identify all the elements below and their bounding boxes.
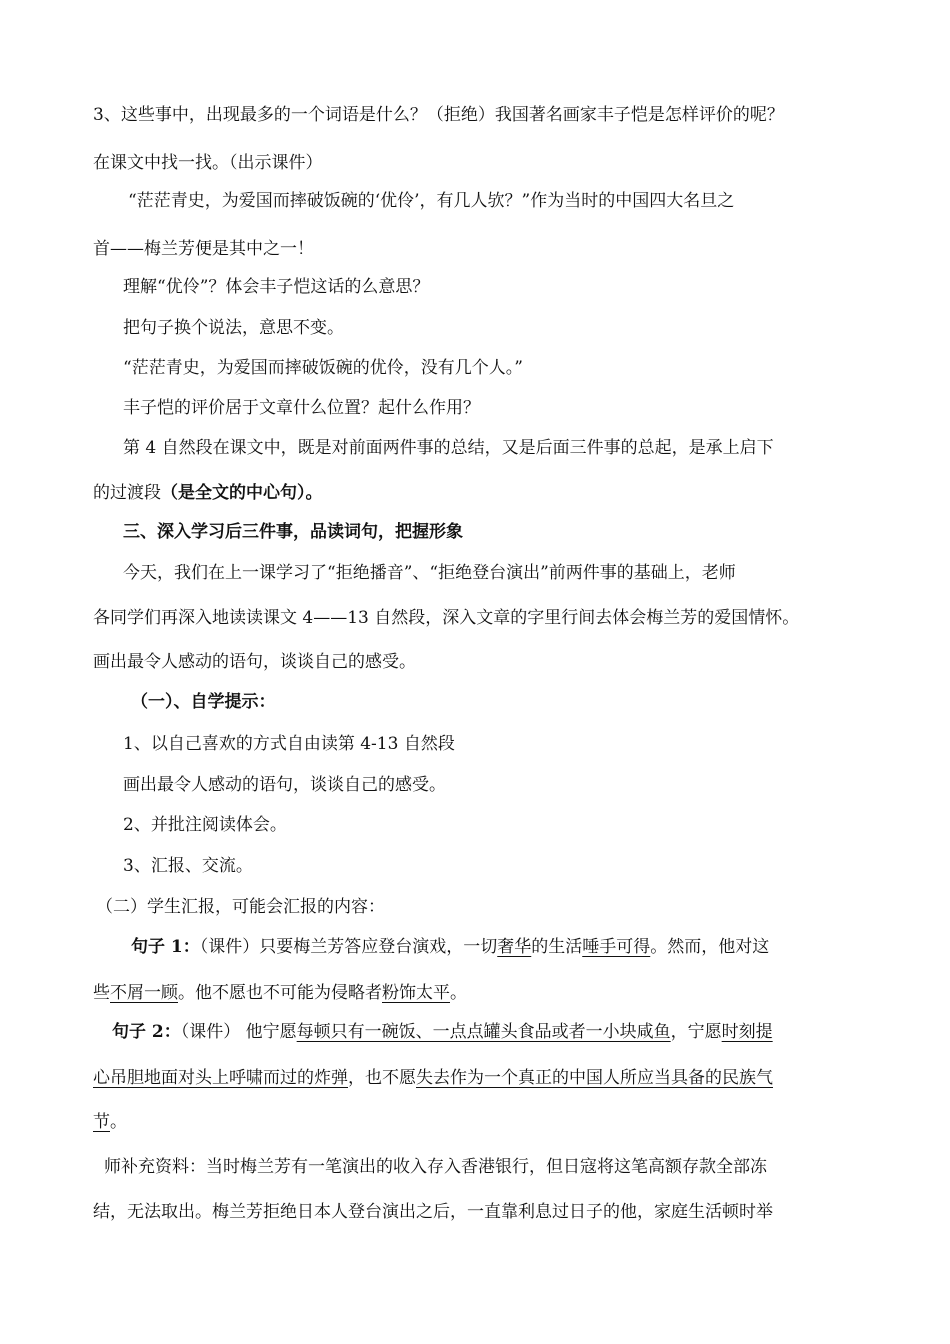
underlined-phrase: 不屑一顾 — [110, 983, 178, 1003]
paragraph-understand: 理解“优伶”？体会丰子恺这话的么意思？ — [123, 277, 430, 297]
paragraph-question-3-line-1: 3、这些事中，出现最多的一个词语是什么？（拒绝）我国著名画家丰子恺是怎样评价的呢？ — [93, 105, 784, 125]
subheading-student-report: （二）学生汇报，可能会汇报的内容： — [96, 897, 385, 917]
paragraph-evaluation-question: 丰子恺的评价居于文章什么位置？起什么作用？ — [123, 398, 480, 418]
list-item-1: 1、以自己喜欢的方式自由读第 4-13 自然段 — [123, 734, 455, 754]
teacher-supplement-line-1: 师补充资料：当时梅兰芳有一笔演出的收入存入香港银行，但日寇将这笔高额存款全部冻 — [104, 1157, 767, 1177]
sentence-2-line-2 — [93, 1068, 773, 1088]
sentence-2-text: ，宁愿 — [670, 1022, 722, 1042]
list-item-1-detail: 画出最令人感动的语句，谈谈自己的感受。 — [123, 775, 446, 795]
section-heading-3: 三、深入学习后三件事，品读词句，把握形象 — [123, 522, 463, 542]
teacher-supplement-line-2: 结，无法取出。梅兰芳拒绝日本人登台演出之后，一直靠利息过日子的他，家庭生活顿时举 — [93, 1202, 773, 1222]
sentence-2-text: 。 — [110, 1112, 127, 1132]
paragraph-today-line-1: 今天，我们在上一课学习了“拒绝播音”、“拒绝登台演出”前两件事的基础上，老师 — [123, 563, 736, 583]
paragraph-rephrase: 把句子换个说法，意思不变。 — [123, 318, 344, 338]
sentence-2-label: 句子 2： — [112, 1022, 181, 1042]
underlined-phrase: 时刻提 — [721, 1022, 773, 1042]
sentence-1-text: 。他不愿也不可能为侵略者 — [178, 983, 382, 1003]
paragraph-transition-line-2 — [93, 483, 323, 503]
sentence-2-line-3 — [93, 1112, 127, 1132]
paragraph-question-3-line-2: 在课文中找一找。（出示课件） — [93, 153, 323, 173]
underlined-phrase: 唾手可得 — [582, 937, 651, 957]
underlined-phrase: 每顿只有一碗饭、一点点罐头食品或者一小块咸鱼 — [296, 1022, 671, 1042]
sentence-2-text: （课件） 他宁愿 — [180, 1022, 297, 1042]
list-item-2: 2、并批注阅读体会。 — [123, 815, 287, 835]
underlined-phrase: 粉饰太平 — [382, 983, 450, 1003]
sentence-2-text: ，也不愿 — [348, 1068, 416, 1088]
underlined-phrase: 节 — [93, 1112, 110, 1132]
list-item-3: 3、汇报、交流。 — [123, 856, 253, 876]
sentence-1-text: 。然而，他对这 — [650, 937, 770, 957]
sentence-1-text: 些 — [93, 983, 110, 1003]
paragraph-transition-line-1: 第 4 自然段在课文中，既是对前面两件事的总结，又是后面三件事的总起，是承上启下 — [123, 438, 774, 458]
paragraph-today-line-2: 各同学们再深入地读读课文 4——13 自然段，深入文章的字里行间去体会梅兰芳的爱国情怀。 — [93, 608, 800, 628]
sentence-1-line-1 — [131, 937, 769, 957]
underlined-phrase: 失去作为一个真正的中国人所应当具备的民族气 — [416, 1068, 773, 1088]
paragraph-quote-line-2: 首——梅兰芳便是其中之一！ — [93, 239, 314, 259]
paragraph-rephrased-quote: “茫茫青史，为爱国而摔破饭碗的优伶，没有几个人。” — [123, 358, 523, 378]
transition-text: 的过渡段 — [93, 483, 161, 503]
paragraph-quote-line-1: “茫茫青史，为爱国而摔破饭碗的‘优伶’，有几人欤？”作为当时的中国四大名旦之 — [128, 191, 735, 211]
sentence-1-text: （课件）只要梅兰芳答应登台演戏，一切 — [199, 937, 498, 957]
sentence-1-text: 的生活 — [531, 937, 583, 957]
sentence-1-text: 。 — [450, 983, 467, 1003]
paragraph-today-line-3: 画出最令人感动的语句，谈谈自己的感受。 — [93, 652, 416, 672]
sentence-1-line-2 — [93, 983, 467, 1003]
sentence-1-label: 句子 1： — [131, 937, 200, 957]
underlined-phrase: 心吊胆地面对头上呼啸而过的炸弹 — [93, 1068, 348, 1088]
subheading-self-study: （一）、自学提示： — [131, 692, 276, 712]
central-sentence-note: （是全文的中心句）。 — [161, 483, 323, 503]
sentence-2-line-1 — [112, 1022, 773, 1042]
underlined-phrase: 奢华 — [497, 937, 532, 957]
